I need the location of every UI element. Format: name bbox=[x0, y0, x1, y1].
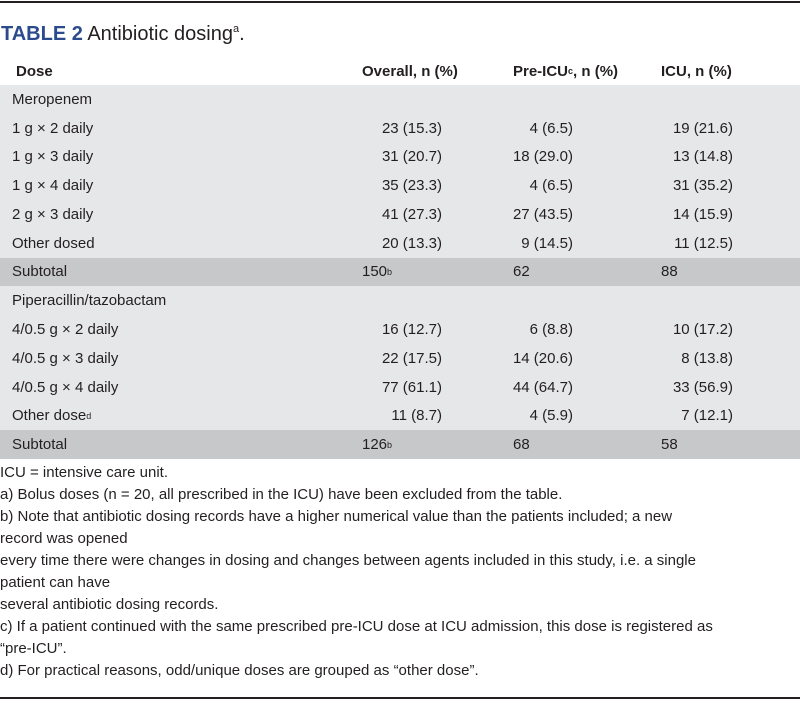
pre-icu-cell: 9 (14.5) bbox=[521, 234, 573, 252]
pre-icu-cell: 27 (43.5) bbox=[512, 205, 573, 223]
icu-cell: 31 (35.2) bbox=[672, 177, 733, 195]
icu-cell: 8 (13.8) bbox=[681, 349, 733, 367]
footnote-line: “pre-ICU”. bbox=[0, 640, 67, 657]
dose-cell: Piperacillin/tazobactam bbox=[12, 292, 167, 310]
footnote-line: record was opened bbox=[0, 530, 128, 547]
table-title-text: Antibiotic dosing bbox=[87, 23, 233, 45]
overall-cell: 23 (15.3) bbox=[381, 119, 442, 137]
header-pre-icu-label: Pre-ICU bbox=[513, 62, 569, 80]
footnote-line: a) Bolus doses (n = 20, all prescribed in the ICU) have been excluded from the table. bbox=[0, 486, 563, 503]
table-number: TABLE 2 bbox=[1, 23, 83, 45]
footnote-line: ICU = intensive care unit. bbox=[0, 464, 168, 481]
footnote-line: b) Note that antibiotic dosing records have a higher numerical value than the patients included; a new bbox=[0, 508, 673, 525]
table-row bbox=[0, 229, 800, 258]
table-title-period: . bbox=[239, 23, 245, 45]
table-header bbox=[0, 57, 800, 85]
overall-value: 150 bbox=[362, 263, 388, 281]
table-row bbox=[0, 373, 800, 402]
dose-label: Other dose bbox=[12, 407, 87, 425]
icu-cell: 88 bbox=[661, 263, 678, 281]
icu-cell: 14 (15.9) bbox=[672, 205, 733, 223]
overall-cell: 16 (12.7) bbox=[381, 321, 442, 339]
table-row bbox=[0, 171, 800, 200]
footnote-line: patient can have bbox=[0, 574, 111, 591]
icu-cell: 19 (21.6) bbox=[672, 119, 733, 137]
overall-cell: 31 (20.7) bbox=[381, 148, 442, 166]
pre-icu-cell: 4 (6.5) bbox=[529, 119, 573, 137]
footnote-line: several antibiotic dosing records. bbox=[0, 596, 219, 613]
table-footnotes bbox=[0, 462, 800, 682]
dose-cell: 1 g × 2 daily bbox=[12, 119, 94, 137]
footnote-mark: b bbox=[387, 266, 393, 277]
icu-cell: 11 (12.5) bbox=[674, 234, 733, 252]
overall-value: 126 bbox=[362, 436, 388, 454]
dose-cell bbox=[12, 401, 91, 430]
icu-cell: 58 bbox=[661, 436, 678, 454]
dose-cell: 2 g × 3 daily bbox=[12, 205, 94, 223]
table-title-footnote-mark: a bbox=[232, 23, 240, 35]
bottom-rule bbox=[0, 697, 800, 699]
top-rule bbox=[0, 1, 800, 3]
overall-cell: 77 (61.1) bbox=[381, 378, 442, 396]
pre-icu-cell: 4 (5.9) bbox=[529, 407, 573, 425]
dose-cell: 1 g × 4 daily bbox=[12, 177, 94, 195]
pre-icu-cell: 4 (6.5) bbox=[529, 177, 573, 195]
dose-cell: Meropenem bbox=[12, 90, 93, 108]
icu-cell: 7 (12.1) bbox=[681, 407, 733, 425]
overall-cell: 22 (17.5) bbox=[381, 349, 442, 367]
footnote-mark: d bbox=[86, 410, 92, 421]
icu-cell: 13 (14.8) bbox=[672, 148, 733, 166]
header-pre-icu bbox=[513, 57, 618, 85]
table-row bbox=[0, 315, 800, 344]
overall-cell bbox=[362, 258, 392, 287]
icu-cell: 10 (17.2) bbox=[672, 321, 733, 339]
footnote-mark: b bbox=[387, 439, 393, 450]
table-row bbox=[0, 200, 800, 229]
footnote-line: d) For practical reasons, odd/unique doses are grouped as “other dose”. bbox=[0, 662, 479, 679]
dose-cell: 4/0.5 g × 4 daily bbox=[12, 378, 119, 396]
header-dose: Dose bbox=[16, 62, 53, 80]
table-row bbox=[0, 114, 800, 143]
subtotal-row-meropenem bbox=[0, 258, 800, 287]
dose-cell: 1 g × 3 daily bbox=[12, 148, 94, 166]
group-row-piperacillin-tazobactam bbox=[0, 286, 800, 315]
header-icu: ICU, n (%) bbox=[661, 62, 732, 80]
header-pre-icu-footnote-mark: c bbox=[568, 66, 574, 76]
overall-cell: 11 (8.7) bbox=[391, 407, 442, 425]
table-body bbox=[0, 85, 800, 459]
overall-cell: 41 (27.3) bbox=[381, 205, 442, 223]
pre-icu-cell: 6 (8.8) bbox=[529, 321, 573, 339]
subtotal-row-piperacillin bbox=[0, 430, 800, 459]
overall-cell: 20 (13.3) bbox=[381, 234, 442, 252]
overall-cell bbox=[362, 430, 392, 459]
pre-icu-cell: 44 (64.7) bbox=[512, 378, 573, 396]
table-row bbox=[0, 401, 800, 430]
dose-cell: Subtotal bbox=[12, 263, 68, 281]
icu-cell: 33 (56.9) bbox=[672, 378, 733, 396]
footnote-line: c) If a patient continued with the same prescribed pre-ICU dose at ICU admission, this dose is registered as bbox=[0, 618, 713, 635]
table-row bbox=[0, 143, 800, 172]
group-row-meropenem bbox=[0, 85, 800, 114]
pre-icu-cell: 62 bbox=[513, 263, 530, 281]
pre-icu-cell: 68 bbox=[513, 436, 530, 454]
table-title bbox=[1, 16, 245, 45]
dose-cell: Other dosed bbox=[12, 234, 95, 252]
header-pre-icu-suffix: , n (%) bbox=[573, 62, 619, 80]
header-overall: Overall, n (%) bbox=[362, 62, 458, 80]
dose-cell: Subtotal bbox=[12, 436, 68, 454]
table-row bbox=[0, 344, 800, 373]
overall-cell: 35 (23.3) bbox=[381, 177, 442, 195]
pre-icu-cell: 14 (20.6) bbox=[512, 349, 573, 367]
footnote-line: every time there were changes in dosing and changes between agents included in this study, i.e. a single bbox=[0, 552, 696, 569]
pre-icu-cell: 18 (29.0) bbox=[512, 148, 573, 166]
dose-cell: 4/0.5 g × 3 daily bbox=[12, 349, 119, 367]
dose-cell: 4/0.5 g × 2 daily bbox=[12, 321, 119, 339]
